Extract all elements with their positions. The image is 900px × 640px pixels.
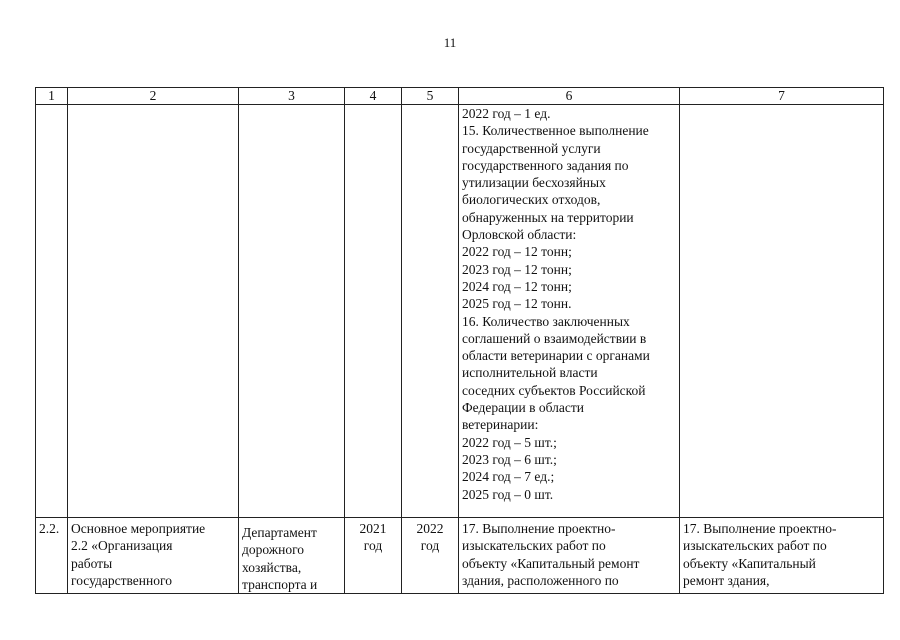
- measure-name-cell: [68, 518, 239, 594]
- indicator-line: биологических отходов,: [462, 192, 601, 208]
- indicator-line: 2022 год – 12 тонн;: [462, 244, 572, 260]
- expected-result-line: здания, расположенного по: [462, 572, 619, 588]
- continuation-cell-5: [402, 105, 459, 518]
- column-header-4: 4: [345, 88, 402, 105]
- column-header-6: 6: [459, 88, 680, 105]
- indicator-line: государственного задания по: [462, 157, 629, 173]
- column-header-3: 3: [239, 88, 345, 105]
- executor-line: Департамент: [242, 525, 317, 540]
- column-header-2: 2: [68, 88, 239, 105]
- indicator-line: Орловской области:: [462, 227, 577, 243]
- indicator-line: утилизации бесхозяйных: [462, 175, 606, 191]
- expected-result-cell: [459, 518, 680, 594]
- column-header-1: 1: [36, 88, 68, 105]
- column-header-5: 5: [402, 88, 459, 105]
- continuation-indicators-cell: [459, 105, 680, 518]
- indicator-line: 2024 год – 7 ед.;: [462, 469, 555, 485]
- continuation-row: [36, 105, 884, 518]
- end-year-line: год: [420, 538, 440, 554]
- start-year-cell: [345, 518, 402, 594]
- start-year-line: год: [363, 538, 383, 554]
- indicator-line: обнаруженных на территории: [462, 209, 634, 225]
- indicator-line: государственной услуги: [462, 140, 601, 156]
- indicator-line: 2023 год – 6 шт.;: [462, 451, 557, 467]
- indicator-line: 2025 год – 0 шт.: [462, 486, 554, 502]
- page-number: 11: [443, 35, 457, 50]
- linked-indicator-line: 17. Выполнение проектно-: [683, 521, 837, 536]
- indicator-line: исполнительной власти: [462, 365, 598, 381]
- measure-name-line: 2.2 «Организация: [71, 538, 173, 554]
- continuation-cell-4: [345, 105, 402, 518]
- indicator-line: ветеринарии:: [462, 417, 539, 433]
- expected-result-line: изыскательских работ по: [462, 538, 606, 554]
- continuation-cell-1: [36, 105, 68, 518]
- row-number: 2.2.: [36, 518, 68, 594]
- end-year-line: 2022: [416, 521, 444, 536]
- continuation-cell-2: [68, 105, 239, 518]
- expected-result-line: объекту «Капитальный ремонт: [462, 555, 640, 571]
- indicator-line: 2022 год – 1 ед.: [462, 106, 551, 121]
- indicator-line: 2023 год – 12 тонн;: [462, 261, 572, 277]
- indicator-line: 15. Количественное выполнение: [462, 123, 649, 139]
- indicator-line: соседних субъектов Российской: [462, 382, 646, 398]
- expected-result-line: 17. Выполнение проектно-: [462, 521, 616, 536]
- measure-name-line: государственного: [71, 572, 172, 588]
- executor-line: дорожного: [242, 542, 305, 558]
- column-number-row: [36, 88, 884, 105]
- measure-name-line: работы: [71, 555, 113, 571]
- executor-cell: [239, 518, 345, 594]
- linked-indicator-line: ремонт здания,: [683, 572, 770, 588]
- executor-line: хозяйства,: [242, 559, 302, 575]
- measure-row-2-2: [36, 518, 884, 594]
- linked-indicator-line: объекту «Капитальный: [683, 555, 816, 571]
- column-header-7: 7: [680, 88, 884, 105]
- indicator-line: 2024 год – 12 тонн;: [462, 278, 572, 294]
- start-year-line: 2021: [359, 521, 387, 536]
- linked-indicator-line: изыскательских работ по: [683, 538, 827, 554]
- indicator-line: 16. Количество заключенных: [462, 313, 630, 329]
- indicator-line: Федерации в области: [462, 400, 585, 416]
- indicator-line: области ветеринарии с органами: [462, 348, 650, 364]
- indicator-line: 2025 год – 12 тонн.: [462, 296, 572, 312]
- measure-name-line: Основное мероприятие: [71, 521, 206, 536]
- continuation-cell-3: [239, 105, 345, 518]
- measures-table: [35, 87, 884, 594]
- continuation-cell-7: [680, 105, 884, 518]
- end-year-cell: [402, 518, 459, 594]
- linked-indicator-cell: [680, 518, 884, 594]
- indicator-line: соглашений о взаимодействии в: [462, 330, 647, 346]
- indicator-line: 2022 год – 5 шт.;: [462, 434, 557, 450]
- executor-line: транспорта и: [242, 576, 318, 592]
